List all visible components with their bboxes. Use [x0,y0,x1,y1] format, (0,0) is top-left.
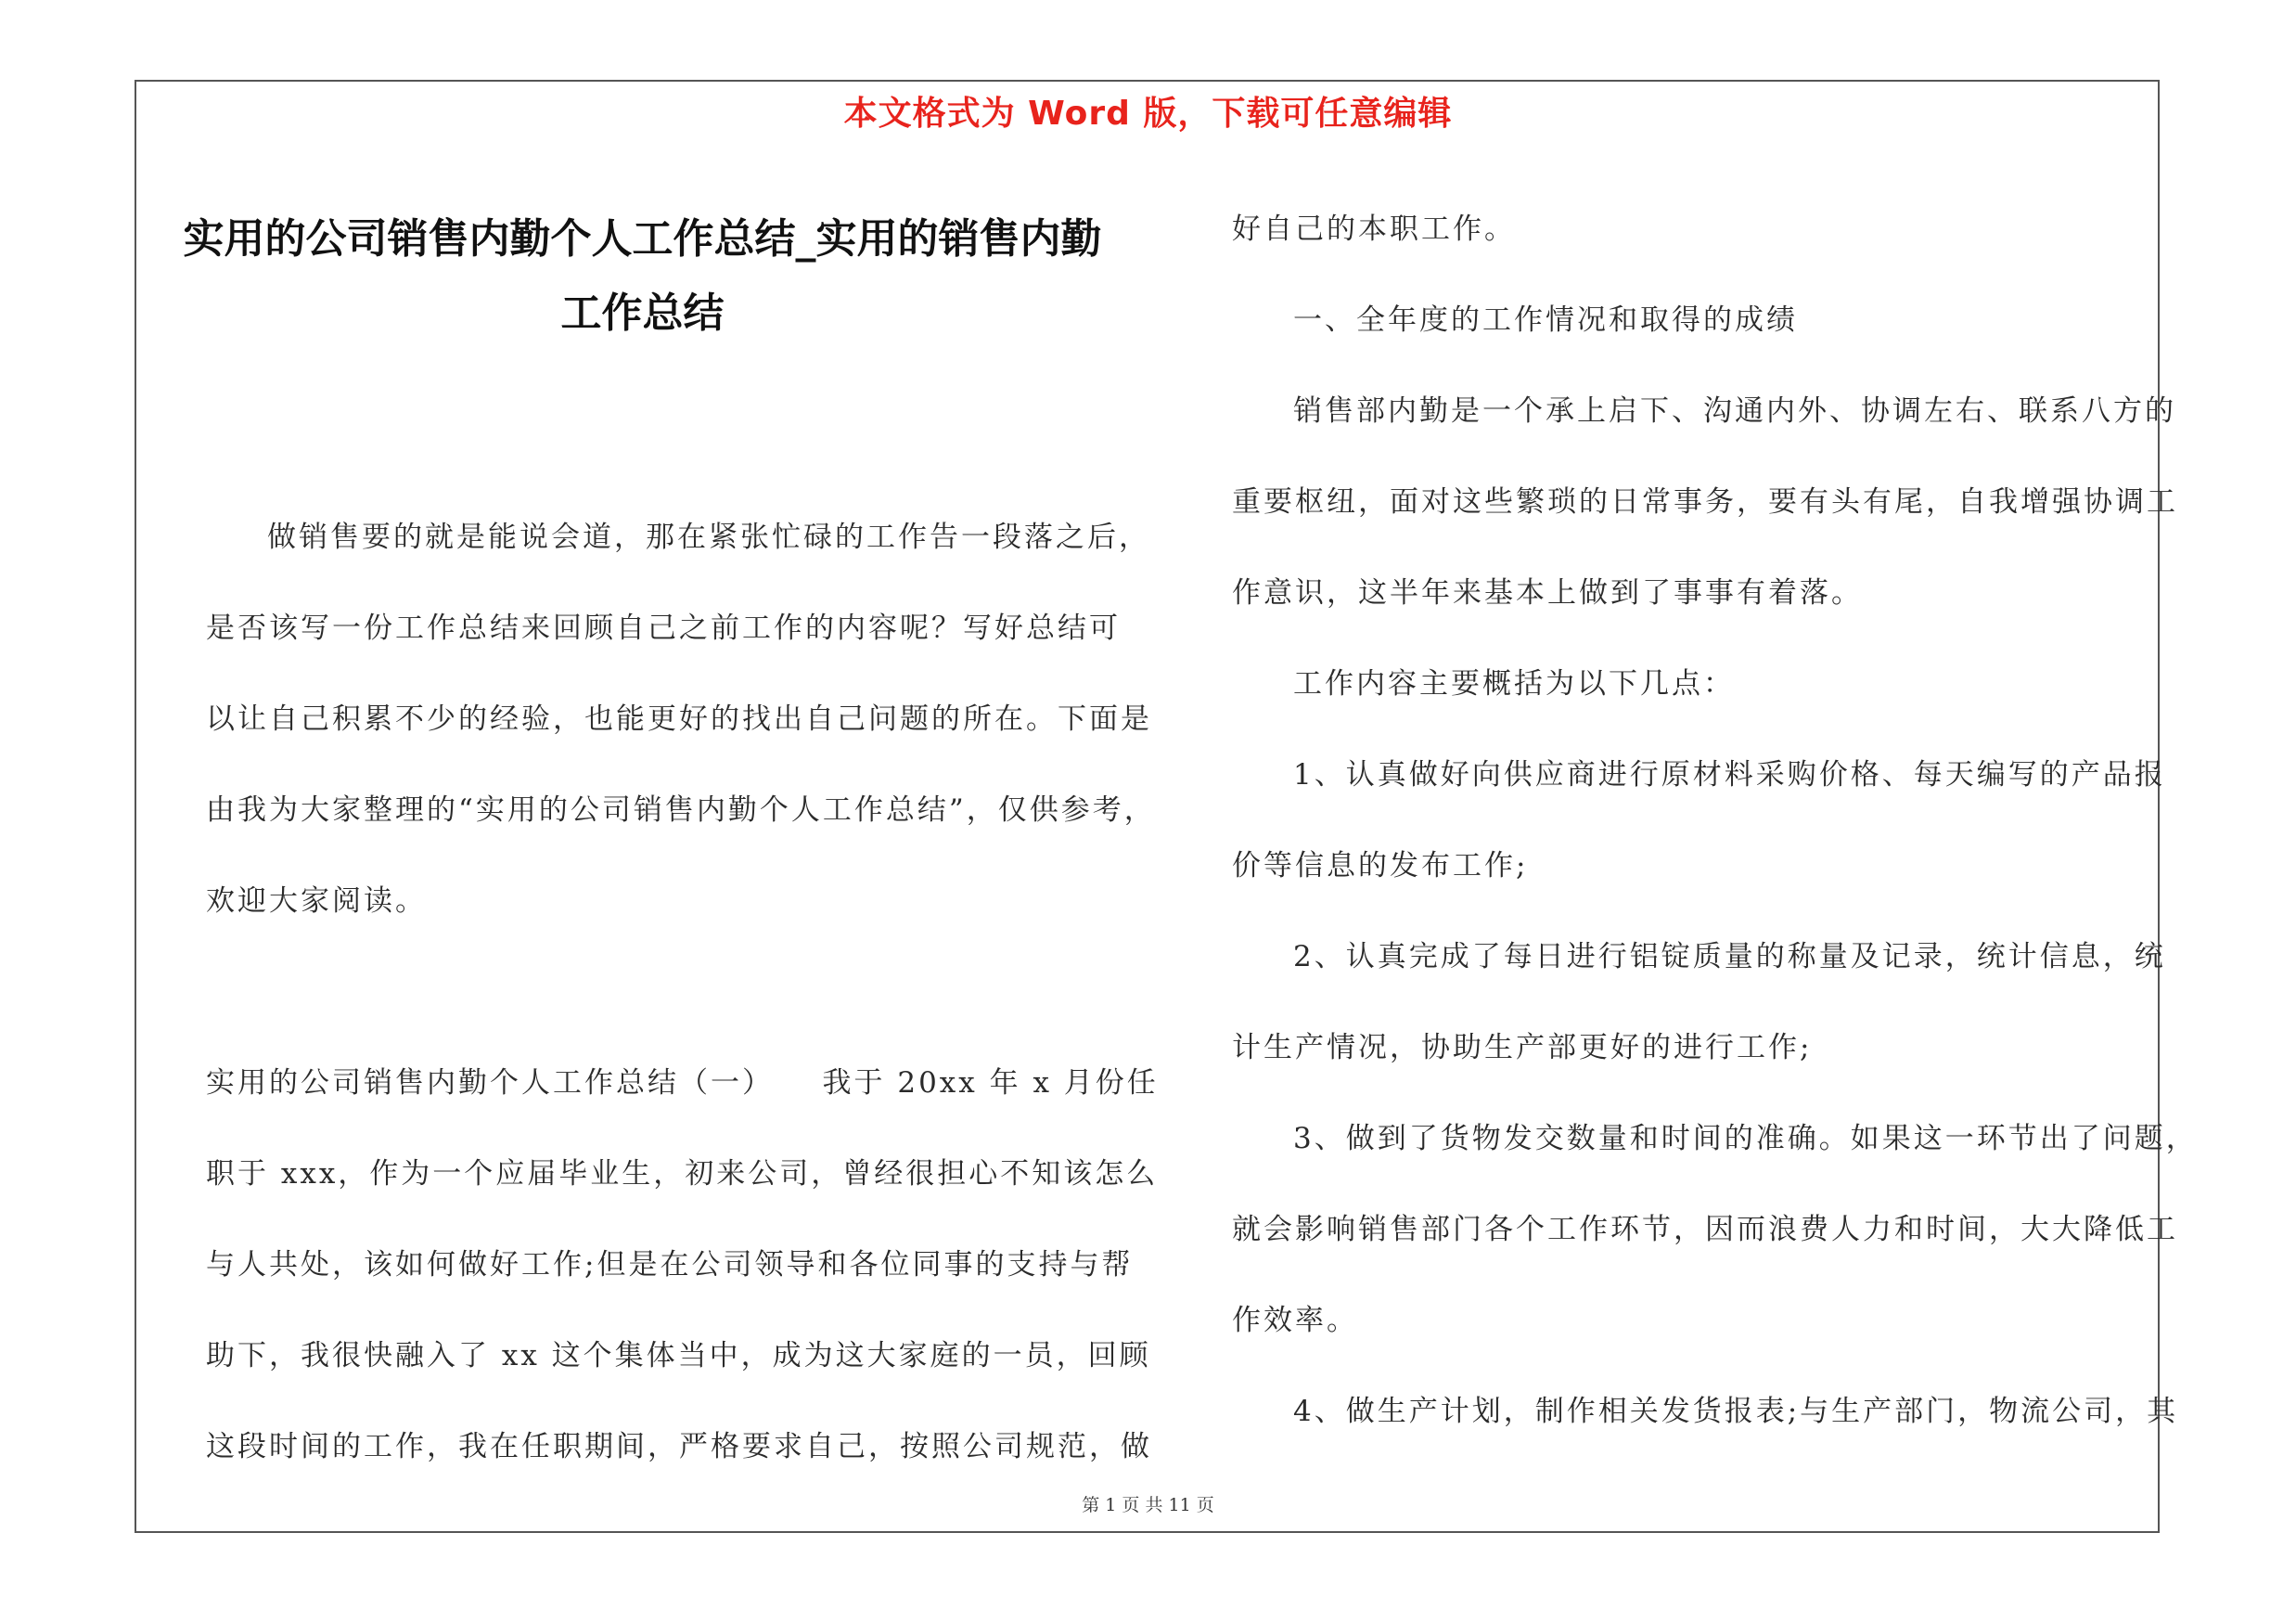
list-item-line: 4、做生产计划，制作相关发货报表;与生产部门，物流公司，其 [1293,1395,2179,1428]
paragraph-line: 做销售要的就是能说会道，那在紧张忙碌的工作告一段落之后， [267,521,1150,554]
paragraph-line: 这段时间的工作，我在任职期间，严格要求自己，按照公司规范，做 [206,1430,1152,1463]
document-title [139,202,1146,351]
list-item-line: 作效率。 [1232,1304,1358,1337]
right-column [1232,184,2198,1457]
list-item-line: 1、认真做好向供应商进行原材料采购价格、每天编写的产品报 [1293,758,2166,792]
list-item-line: 2、认真完成了每日进行铝锭质量的称量及记录，统计信息，统 [1293,940,2166,973]
paragraph-line: 以让自己积累不少的经验，也能更好的找出自己问题的所在。下面是 [206,702,1152,736]
list-item-line: 3、做到了货物发交数量和时间的准确。如果这一环节出了问题， [1293,1122,2198,1155]
page-number-footer: 第 1 页 共 11 页 [1082,1495,1214,1515]
paragraph-line: 职于 xxx，作为一个应届毕业生，初来公司，曾经很担心不知该怎么 [206,1157,1159,1191]
section-heading: 一、全年度的工作情况和取得的成绩 [1293,303,1798,337]
list-item-line: 计生产情况，协助生产部更好的进行工作; [1232,1031,1813,1064]
paragraph-line: 销售部内勤是一个承上启下、沟通内外、协调左右、联系八方的 [1293,394,2176,428]
paragraph-line: 欢迎大家阅读。 [206,884,427,918]
section-heading-line: 实用的公司销售内勤个人工作总结（一） 我于 20xx 年 x 月份任 [206,1066,1159,1100]
list-item-line: 价等信息的发布工作; [1232,849,1529,882]
paragraph-line: 好自己的本职工作。 [1232,213,1516,246]
paragraph-gap [206,947,1152,1037]
word-format-banner: 本文格式为 Word 版，下载可任意编辑 [843,95,1453,133]
paragraph-line: 助下，我很快融入了 xx 这个集体当中，成为这大家庭的一员，回顾 [206,1339,1151,1372]
paragraph-line: 作意识，这半年来基本上做到了事事有着落。 [1232,576,1863,610]
paragraph-line: 由我为大家整理的“实用的公司销售内勤个人工作总结”，仅供参考， [206,793,1156,827]
title-line-2: 工作总结 [560,290,725,337]
title-line-1: 实用的公司销售内勤个人工作总结_实用的销售内勤 [183,215,1102,263]
paragraph-line: 重要枢纽，面对这些繁琐的日常事务，要有头有尾，自我增强协调工 [1232,485,2178,519]
list-item-line: 就会影响销售部门各个工作环节，因而浪费人力和时间，大大降低工 [1232,1213,2178,1246]
paragraph-line: 工作内容主要概括为以下几点： [1293,667,1735,701]
left-column [206,492,1159,1492]
paragraph-line: 与人共处，该如何做好工作;但是在公司领导和各位同事的支持与帮 [206,1248,1134,1282]
paragraph-line: 是否该写一份工作总结来回顾自己之前工作的内容呢？写好总结可 [206,612,1121,645]
